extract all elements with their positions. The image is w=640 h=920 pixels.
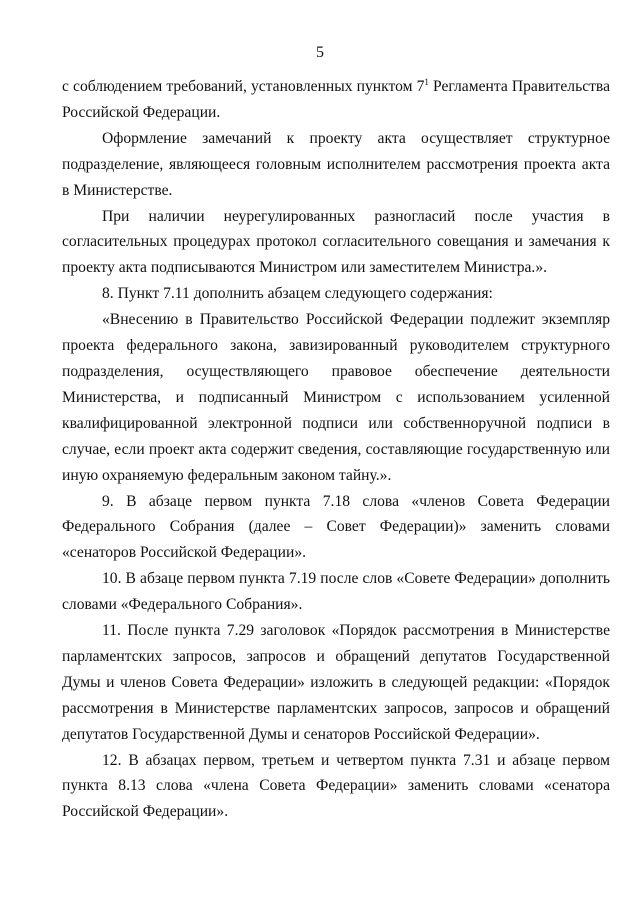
paragraph-item-11: 11. После пункта 7.29 заголовок «Порядок рассмотрения в Министерстве парламентских запросов, запросов и обращений депутатов Государственной Думы и членов Совета Федерации» изложить в следующей редакции: «Порядок рассмотрения в Министерстве парламентских запросов, запросов и обращений депутатов Государственной Думы и сенаторов Российской Федерации».: [62, 622, 610, 743]
superscript-number: 1: [424, 77, 429, 87]
paragraph-text: с соблюдением требований, установленных пунктом 7: [62, 78, 425, 95]
paragraph-item-8: 8. Пункт 7.11 дополнить абзацем следующего содержания:: [102, 285, 493, 303]
document-body: [62, 74, 610, 825]
paragraph-quoted-addition: «Внесению в Правительство Российской Федерации подлежит экземпляр проекта федерального закона, завизированный руководителем структурного подразделения, осуществляющего правовое обеспечение деятельности Министерства, и подписанный Министром с использованием усиленной квалифицированной электронной подписи или собственноручной подписи в случае, если проект акта содержит сведения, составляющие государственную или иную охраняемую федеральным законом тайну.».: [62, 311, 610, 484]
page-number: 5: [316, 44, 324, 61]
paragraph-disagreements: При наличии неурегулированных разногласий после участия в согласительных процедурах протокол согласительного совещания и замечания к проекту акта подписываются Министром или заместителем Министра.».: [62, 207, 610, 277]
paragraph-item-10: 10. В абзаце первом пункта 7.19 после слов «Совете Федерации» дополнить словами «Федерального Собрания».: [62, 570, 610, 614]
paragraph-remarks-formation: Оформление замечаний к проекту акта осуществляет структурное подразделение, являющееся головным исполнителем рассмотрения проекта акта в Министерстве.: [62, 129, 610, 199]
paragraph-item-12: 12. В абзацах первом, третьем и четвертом пункта 7.31 и абзаце первом пункта 8.13 слова «члена Совета Федерации» заменить словами «сенатора Российской Федерации».: [62, 751, 610, 821]
paragraph-item-9: 9. В абзаце первом пункта 7.18 слова «членов Совета Федерации Федерального Собрания (далее – Совет Федерации)» заменить словами «сенаторов Российской Федерации».: [62, 492, 610, 562]
paragraph-continuation: [62, 74, 610, 126]
paragraph-text: Регламента Правительства Российской Федерации.: [62, 78, 611, 121]
